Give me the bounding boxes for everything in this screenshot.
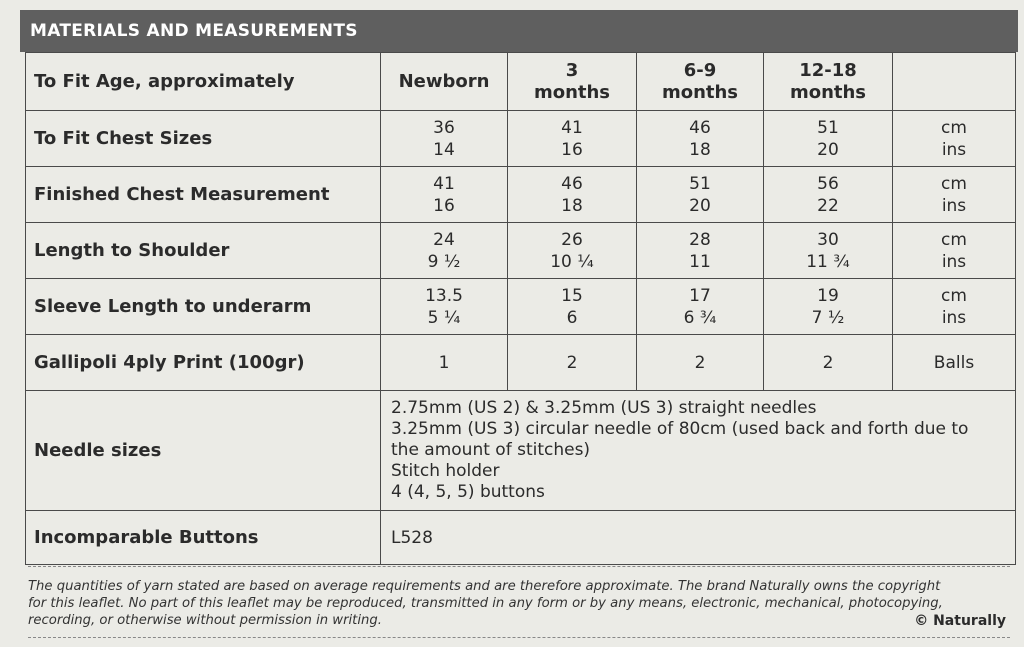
- unit-cell: cm ins: [893, 279, 1016, 335]
- divider-bottom: [28, 637, 1010, 638]
- footer-note: The quantities of yarn stated are based on average requirements and are therefore approximate. The brand Naturally owns the copyright for this leaflet. No part of this leaflet may be reproduced, transmitted in any form or by any means, electronic, mechanical, photocopying, recording, or otherwise without permission in writing.: [28, 579, 943, 628]
- table-cell: 46 18: [637, 111, 764, 167]
- unit-header: [893, 53, 1016, 111]
- needle-line: 2.75mm (US 2) & 3.25mm (US 3) straight needles: [391, 398, 817, 418]
- unit-cell: cm ins: [893, 223, 1016, 279]
- table-row: [26, 223, 1016, 279]
- table-cell: 17 6 ¾: [637, 279, 764, 335]
- table-cell: 15 6: [508, 279, 637, 335]
- size-newborn: Newborn: [381, 53, 508, 111]
- copyright: © Naturally: [914, 613, 1006, 629]
- table-cell: 41 16: [381, 167, 508, 223]
- table-cell: 51 20: [764, 111, 893, 167]
- needle-sizes-row: [26, 391, 1016, 511]
- size-12-18-months: 12-18 months: [764, 53, 893, 111]
- header-row: [26, 53, 1016, 111]
- table-cell: 56 22: [764, 167, 893, 223]
- row-label: Length to Shoulder: [26, 223, 381, 279]
- table-cell: 26 10 ¼: [508, 223, 637, 279]
- table-row: [26, 167, 1016, 223]
- table-row: [26, 111, 1016, 167]
- needle-line: the amount of stitches): [391, 440, 591, 460]
- buttons-row: [26, 511, 1016, 565]
- table-cell: 1: [381, 335, 508, 391]
- unit-cell: cm ins: [893, 111, 1016, 167]
- section-title: MATERIALS AND MEASUREMENTS: [20, 10, 1018, 52]
- table-cell: 2: [637, 335, 764, 391]
- header-label: To Fit Age, approximately: [26, 53, 381, 111]
- table-cell: 41 16: [508, 111, 637, 167]
- table-cell: 30 11 ¾: [764, 223, 893, 279]
- row-label: Sleeve Length to underarm: [26, 279, 381, 335]
- row-label: Finished Chest Measurement: [26, 167, 381, 223]
- table-row: [26, 279, 1016, 335]
- table-row: [26, 335, 1016, 391]
- needle-line: 4 (4, 5, 5) buttons: [391, 482, 545, 502]
- buttons-code: L528: [381, 511, 1016, 565]
- size-3-months: 3 months: [508, 53, 637, 111]
- table-cell: 28 11: [637, 223, 764, 279]
- row-label: Gallipoli 4ply Print (100gr): [26, 335, 381, 391]
- needle-sizes-label: Needle sizes: [26, 391, 381, 511]
- needle-sizes-info: [381, 391, 1016, 511]
- table-cell: 13.5 5 ¼: [381, 279, 508, 335]
- needle-line: Stitch holder: [391, 461, 500, 481]
- table-cell: 36 14: [381, 111, 508, 167]
- measurements-table: [25, 52, 1016, 565]
- table-cell: 2: [764, 335, 893, 391]
- table-cell: 51 20: [637, 167, 764, 223]
- unit-cell: Balls: [893, 335, 1016, 391]
- table-cell: 46 18: [508, 167, 637, 223]
- table-cell: 24 9 ½: [381, 223, 508, 279]
- table-cell: 2: [508, 335, 637, 391]
- buttons-label: Incomparable Buttons: [26, 511, 381, 565]
- table-cell: 19 7 ½: [764, 279, 893, 335]
- row-label: To Fit Chest Sizes: [26, 111, 381, 167]
- size-6-9-months: 6-9 months: [637, 53, 764, 111]
- divider-top: [28, 566, 1010, 567]
- materials-sheet: [20, 10, 1018, 565]
- unit-cell: cm ins: [893, 167, 1016, 223]
- needle-line: 3.25mm (US 3) circular needle of 80cm (used back and forth due to: [391, 419, 969, 439]
